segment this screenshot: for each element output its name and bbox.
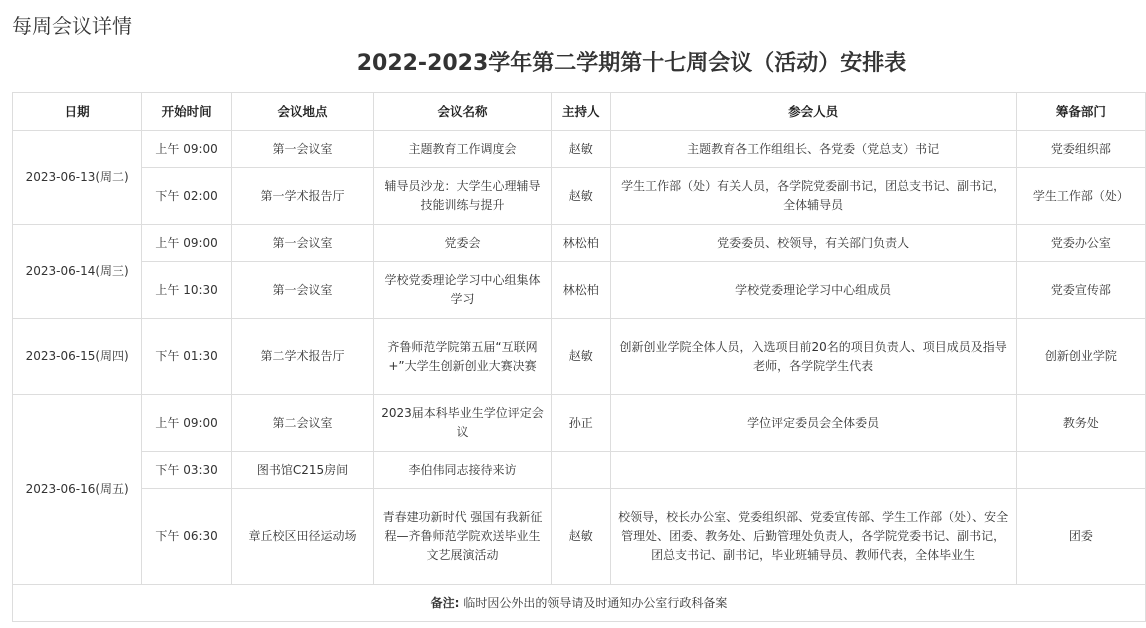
time-cell: 上午 09:00 (142, 131, 232, 168)
dept-cell: 团委 (1016, 489, 1145, 585)
host-cell: 林松柏 (551, 262, 610, 319)
host-cell: 孙正 (551, 395, 610, 452)
attendees-cell (610, 452, 1016, 489)
attendees-cell: 校领导，校长办公室、党委组织部、党委宣传部、学生工作部（处）、安全管理处、团委、教务处、后勤管理处负责人，各学院党委书记、副书记，团总支书记、副书记，毕业班辅导员、教师代表，全体毕业生 (610, 489, 1016, 585)
time-cell: 上午 10:30 (142, 262, 232, 319)
note-cell (13, 585, 1146, 622)
time-cell: 下午 03:30 (142, 452, 232, 489)
meeting-name-cell: 辅导员沙龙：大学生心理辅导技能训练与提升 (374, 168, 552, 225)
col-header-date: 日期 (13, 93, 142, 131)
time-cell: 下午 06:30 (142, 489, 232, 585)
time-cell: 下午 01:30 (142, 319, 232, 395)
table-row (13, 395, 1146, 452)
time-cell: 上午 09:00 (142, 395, 232, 452)
attendees-cell: 党委委员、校领导，有关部门负责人 (610, 225, 1016, 262)
meeting-name-cell: 李伯伟同志接待来访 (374, 452, 552, 489)
place-cell: 第二学术报告厅 (231, 319, 373, 395)
table-row (13, 489, 1146, 585)
meeting-name-cell: 齐鲁师范学院第五届“互联网+”大学生创新创业大赛决赛 (374, 319, 552, 395)
table-row (13, 131, 1146, 168)
table-row (13, 168, 1146, 225)
host-cell (551, 452, 610, 489)
time-cell: 上午 09:00 (142, 225, 232, 262)
dept-cell (1016, 452, 1145, 489)
table-row (13, 225, 1146, 262)
dept-cell: 党委办公室 (1016, 225, 1145, 262)
meeting-name-cell: 青春建功新时代 强国有我新征程—齐鲁师范学院欢送毕业生文艺展演活动 (374, 489, 552, 585)
page-heading: 每周会议详情 (12, 14, 132, 38)
meeting-name-cell: 2023届本科毕业生学位评定会议 (374, 395, 552, 452)
note-text: 临时因公外出的领导请及时通知办公室行政科备案 (463, 595, 728, 610)
dept-cell: 学生工作部（处） (1016, 168, 1145, 225)
place-cell: 第一会议室 (231, 225, 373, 262)
attendees-cell: 学生工作部（处）有关人员，各学院党委副书记，团总支书记、副书记，全体辅导员 (610, 168, 1016, 225)
attendees-cell: 创新创业学院全体人员，入选项目前20名的项目负责人、项目成员及指导老师，各学院学生代表 (610, 319, 1016, 395)
host-cell: 赵敏 (551, 319, 610, 395)
attendees-cell: 学校党委理论学习中心组成员 (610, 262, 1016, 319)
dept-cell: 党委宣传部 (1016, 262, 1145, 319)
place-cell: 第二会议室 (231, 395, 373, 452)
dept-cell: 创新创业学院 (1016, 319, 1145, 395)
col-header-host: 主持人 (551, 93, 610, 131)
date-cell: 2023-06-15(周四) (13, 319, 142, 395)
header-row (13, 93, 1146, 131)
place-cell: 第一会议室 (231, 262, 373, 319)
dept-cell: 党委组织部 (1016, 131, 1145, 168)
host-cell: 赵敏 (551, 489, 610, 585)
host-cell: 赵敏 (551, 168, 610, 225)
table-row (13, 319, 1146, 395)
attendees-cell: 学位评定委员会全体委员 (610, 395, 1016, 452)
place-cell: 第一学术报告厅 (231, 168, 373, 225)
host-cell: 赵敏 (551, 131, 610, 168)
date-cell: 2023-06-14(周三) (13, 225, 142, 319)
place-cell: 章丘校区田径运动场 (231, 489, 373, 585)
table-title: 2022-2023学年第二学期第十七周会议（活动）安排表 (356, 51, 907, 76)
schedule-table (12, 92, 1146, 622)
host-cell: 林松柏 (551, 225, 610, 262)
date-cell: 2023-06-16(周五) (13, 395, 142, 585)
col-header-name: 会议名称 (374, 93, 552, 131)
table-row (13, 262, 1146, 319)
time-cell: 下午 02:00 (142, 168, 232, 225)
col-header-dept: 筹备部门 (1016, 93, 1145, 131)
place-cell: 第一会议室 (231, 131, 373, 168)
attendees-cell: 主题教育各工作组组长、各党委（党总支）书记 (610, 131, 1016, 168)
meeting-name-cell: 党委会 (374, 225, 552, 262)
meeting-name-cell: 主题教育工作调度会 (374, 131, 552, 168)
note-label: 备注: (430, 595, 460, 610)
meeting-name-cell: 学校党委理论学习中心组集体学习 (374, 262, 552, 319)
col-header-attendees: 参会人员 (610, 93, 1016, 131)
place-cell: 图书馆C215房间 (231, 452, 373, 489)
table-row (13, 452, 1146, 489)
dept-cell: 教务处 (1016, 395, 1145, 452)
col-header-place: 会议地点 (231, 93, 373, 131)
col-header-time: 开始时间 (142, 93, 232, 131)
date-cell: 2023-06-13(周二) (13, 131, 142, 225)
note-row (13, 585, 1146, 622)
